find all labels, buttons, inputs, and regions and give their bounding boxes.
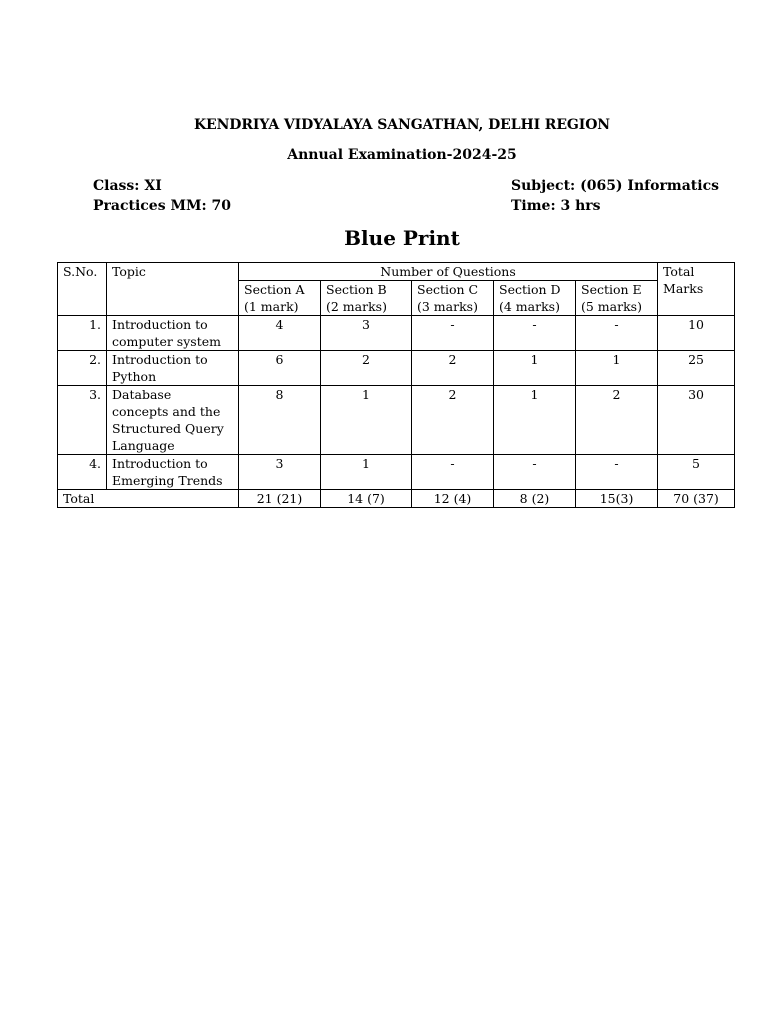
row-section-e: - xyxy=(576,455,658,490)
topic-line: Introduction to xyxy=(112,352,208,367)
row-topic xyxy=(107,316,239,351)
table-row xyxy=(58,455,735,490)
row-section-e: - xyxy=(576,316,658,351)
header-sno: S.No. xyxy=(58,263,107,316)
row-section-a: 3 xyxy=(239,455,321,490)
section-marks: (2 marks) xyxy=(326,299,387,314)
organization-title: KENDRIYA VIDYALAYA SANGATHAN, DELHI REGION xyxy=(193,117,611,133)
total-section-e: 15(3) xyxy=(576,490,658,508)
row-section-a: 6 xyxy=(239,351,321,386)
section-marks: (1 mark) xyxy=(244,299,299,314)
row-section-c: - xyxy=(412,316,494,351)
exam-title: Annual Examination-2024-25 xyxy=(287,147,517,163)
row-section-b: 2 xyxy=(321,351,412,386)
total-section-d: 8 (2) xyxy=(494,490,576,508)
header-total-line-2: Marks xyxy=(663,281,704,296)
row-total: 25 xyxy=(658,351,735,386)
topic-line: Introduction to xyxy=(112,317,208,332)
row-section-a: 4 xyxy=(239,316,321,351)
header-section-c xyxy=(412,281,494,316)
table-row xyxy=(58,386,735,455)
topic-line: Emerging Trends xyxy=(112,473,223,488)
time-line: Time: 3 hrs xyxy=(511,198,601,214)
header-section-d xyxy=(494,281,576,316)
header-total-line-1: Total xyxy=(663,264,695,279)
topic-line: Language xyxy=(112,438,175,453)
row-section-d: 1 xyxy=(494,386,576,455)
header-topic: Topic xyxy=(107,263,239,316)
section-name: Section C xyxy=(417,282,479,297)
row-topic xyxy=(107,351,239,386)
row-topic xyxy=(107,455,239,490)
total-section-a: 21 (21) xyxy=(239,490,321,508)
subject-line: Subject: (065) Informatics xyxy=(511,178,719,194)
section-name: Section E xyxy=(581,282,642,297)
row-section-d: 1 xyxy=(494,351,576,386)
section-marks: (5 marks) xyxy=(581,299,642,314)
table-row xyxy=(58,316,735,351)
row-section-c: - xyxy=(412,455,494,490)
total-label: Total xyxy=(58,490,239,508)
row-section-d: - xyxy=(494,455,576,490)
topic-line: Introduction to xyxy=(112,456,208,471)
row-section-c: 2 xyxy=(412,386,494,455)
row-sno: 4. xyxy=(58,455,107,490)
section-marks: (4 marks) xyxy=(499,299,560,314)
section-marks: (3 marks) xyxy=(417,299,478,314)
blueprint-title: Blue Print xyxy=(344,226,460,250)
row-sno: 3. xyxy=(58,386,107,455)
topic-line: concepts and the xyxy=(112,404,221,419)
row-section-b: 3 xyxy=(321,316,412,351)
grand-total: 70 (37) xyxy=(658,490,735,508)
row-topic xyxy=(107,386,239,455)
row-total: 5 xyxy=(658,455,735,490)
header-row-1 xyxy=(58,263,735,281)
meta-left xyxy=(93,176,231,216)
header-section-b xyxy=(321,281,412,316)
row-section-b: 1 xyxy=(321,386,412,455)
topic-line: Python xyxy=(112,369,157,384)
row-section-e: 2 xyxy=(576,386,658,455)
header-total-marks xyxy=(658,263,735,316)
row-sno: 2. xyxy=(58,351,107,386)
row-section-e: 1 xyxy=(576,351,658,386)
meta-right xyxy=(511,176,719,216)
section-name: Section B xyxy=(326,282,387,297)
topic-line: computer system xyxy=(112,334,221,349)
section-name: Section D xyxy=(499,282,561,297)
total-row xyxy=(58,490,735,508)
row-section-a: 8 xyxy=(239,386,321,455)
row-total: 10 xyxy=(658,316,735,351)
topic-line: Database xyxy=(112,387,172,402)
blueprint-table xyxy=(57,262,735,508)
header-number-of-questions: Number of Questions xyxy=(239,263,658,281)
header-section-e xyxy=(576,281,658,316)
row-section-d: - xyxy=(494,316,576,351)
row-section-b: 1 xyxy=(321,455,412,490)
class-line: Class: XI xyxy=(93,178,162,194)
table-row xyxy=(58,351,735,386)
section-name: Section A xyxy=(244,282,305,297)
row-sno: 1. xyxy=(58,316,107,351)
practices-line: Practices MM: 70 xyxy=(93,198,231,214)
total-section-b: 14 (7) xyxy=(321,490,412,508)
topic-line: Structured Query xyxy=(112,421,224,436)
total-section-c: 12 (4) xyxy=(412,490,494,508)
row-section-c: 2 xyxy=(412,351,494,386)
row-total: 30 xyxy=(658,386,735,455)
header-section-a xyxy=(239,281,321,316)
